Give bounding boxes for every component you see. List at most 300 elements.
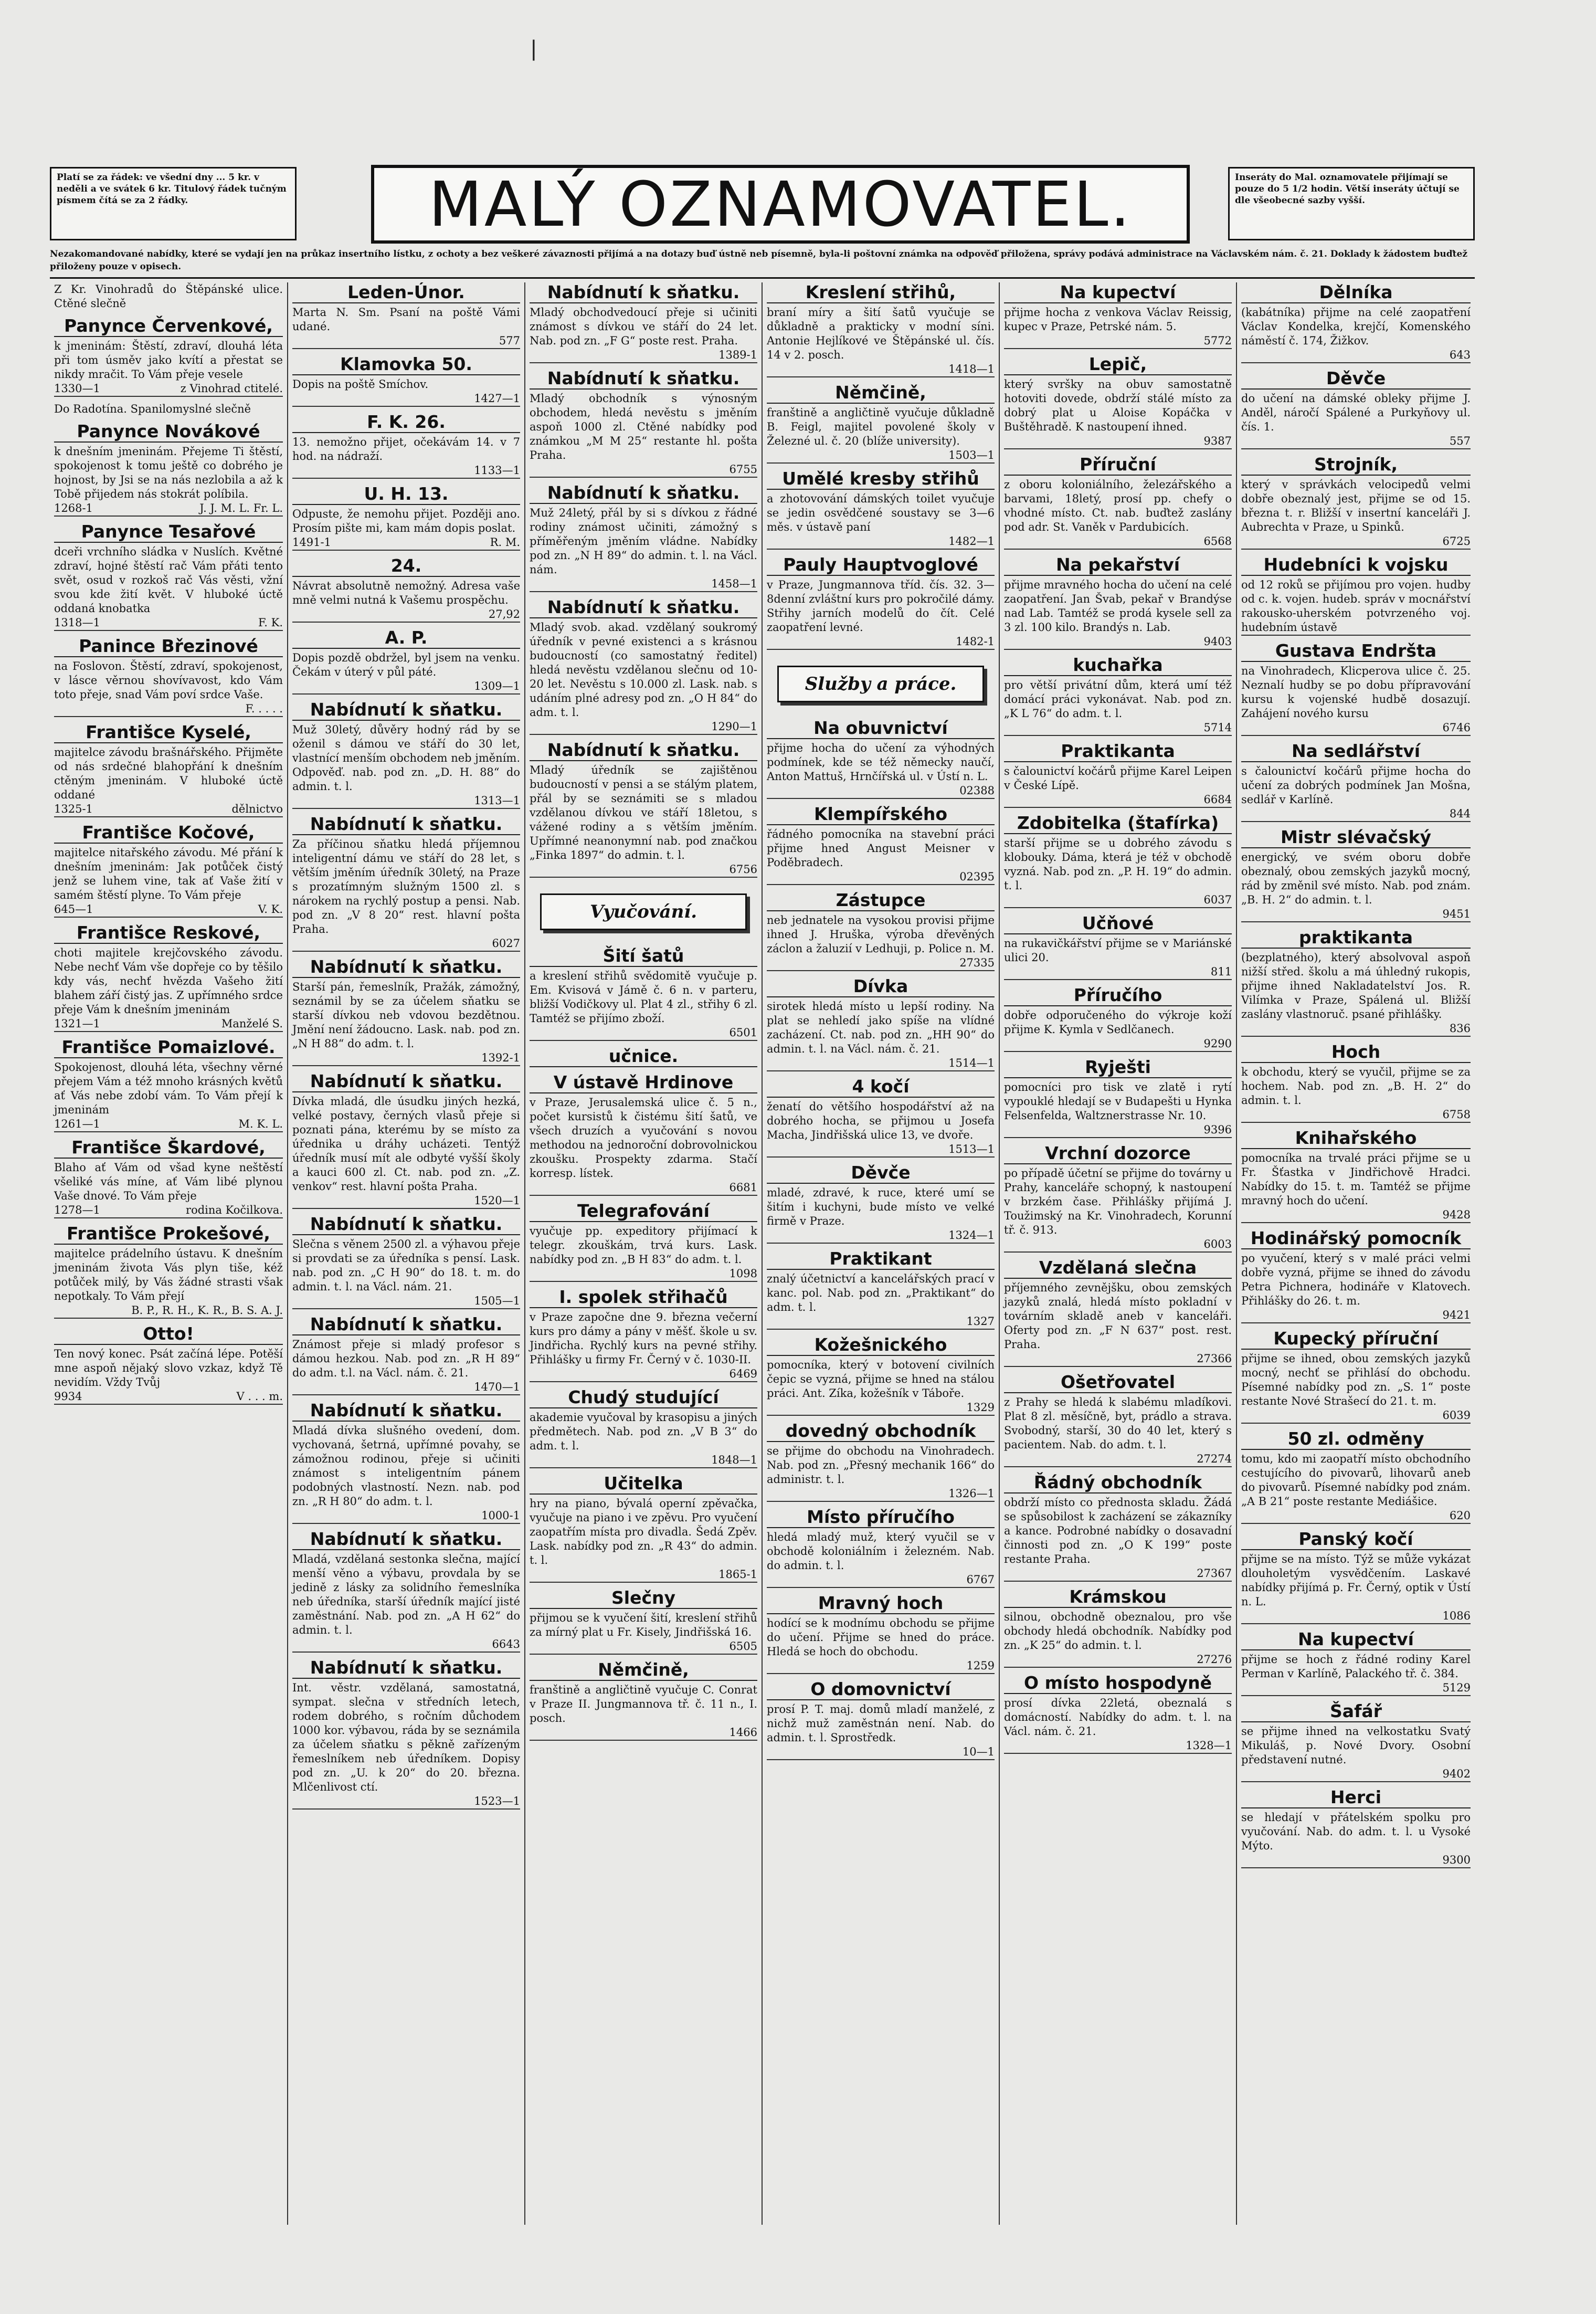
ad-body: s čalounictví kočárů přijme Karel Leipen v České Lípě. bbox=[1004, 765, 1232, 792]
ad-heading: Nabídnutí k sňatku. bbox=[292, 700, 520, 721]
ad-signer: 6756 bbox=[729, 863, 757, 876]
classified-ad bbox=[1241, 282, 1471, 363]
classified-ad bbox=[767, 1507, 995, 1588]
ad-signer: 844 bbox=[1449, 807, 1471, 820]
classified-ad bbox=[292, 628, 520, 695]
ad-signer: 6003 bbox=[1203, 1238, 1232, 1250]
ad-signature bbox=[767, 1056, 995, 1071]
classified-ad bbox=[54, 722, 283, 817]
ad-body: (kabátníka) přijme na celé zaopatření Václav Kondelka, krejčí, Komenského náměstí č. 174, Žižkov. bbox=[1241, 306, 1471, 347]
ad-signature bbox=[530, 1181, 757, 1196]
ad-signature bbox=[767, 1401, 995, 1416]
classified-ad bbox=[767, 1335, 995, 1416]
ad-signer: 02395 bbox=[959, 870, 995, 883]
ad-heading: O domovnictví bbox=[767, 1679, 995, 1700]
ad-code: 1261—1 bbox=[54, 1118, 100, 1130]
ad-signature bbox=[54, 616, 283, 631]
ad-body: Návrat absolutně nemožný. Adresa vaše mně velmi nutná k Vašemu prospěchu. bbox=[292, 580, 520, 606]
ad-body: dobře odporučeného do výkroje koží přijme K. Kymla v Sedlčanech. bbox=[1004, 1009, 1232, 1036]
ad-body: přijme se ihned, obou zemských jazyků mocný, nechť se přihlásí do obchodu. Písemné nabídky pod zn. „S. 1“ poste restante Nové Strašecí do 21. t. m. bbox=[1241, 1352, 1471, 1407]
ad-signer: 6746 bbox=[1442, 721, 1471, 734]
ad-body: hry na piano, bývalá operní zpěvačka, vyučuje na piano i ve zpěvu. Pro vyučení zaopatřím místa pro divadla. Šedá Zpěv. Lask. nabídky pod zn. „R 43“ do admin. t. l. bbox=[530, 1497, 757, 1566]
ad-heading: Děvče bbox=[1241, 369, 1471, 390]
classified-ad bbox=[54, 1138, 283, 1218]
ad-signer: 6681 bbox=[729, 1181, 757, 1194]
ad-signature bbox=[54, 902, 283, 918]
ad-signature bbox=[767, 534, 995, 550]
ad-body: energický, ve svém oboru dobře obeznalý, obou zemských jazyků mocný, rád by změnil své místo. Nab. pod znám. „B. H. 2“ do admin. t. l. bbox=[1241, 851, 1471, 906]
ad-heading: Ošetřovatel bbox=[1004, 1372, 1232, 1393]
ad-signature bbox=[54, 382, 283, 397]
ad-code: 1491-1 bbox=[292, 536, 331, 549]
ad-signature bbox=[1241, 1208, 1471, 1223]
ad-signature bbox=[292, 334, 520, 349]
ad-body: do učení na dámské obleky přijme J. Anděl, náročí Spálené a Purkyňovy ul. čís. 1. bbox=[1241, 392, 1471, 433]
ad-signer: 1482-1 bbox=[956, 635, 995, 648]
ad-signature bbox=[530, 348, 757, 363]
classified-ad bbox=[530, 369, 757, 478]
ad-signer: M. K. L. bbox=[238, 1118, 283, 1130]
classified-ad bbox=[1004, 913, 1232, 980]
ad-body: Ten nový konec. Psát začíná lépe. Potěší mne aspoň nějaký slovo vzkaz, když Tě nevidím. Vždy Tvůj bbox=[54, 1348, 283, 1389]
classified-ad bbox=[530, 1660, 757, 1741]
ad-body: Spokojenost, dlouhá léta, všechny věrné přejem Vám a též mnoho krásných květů ať Vás nebe zdobí vám. To Vám přejí k jmeninám bbox=[54, 1061, 283, 1116]
ad-code: 1278—1 bbox=[54, 1204, 100, 1216]
classified-ad bbox=[1004, 1587, 1232, 1668]
ad-signer: 1324—1 bbox=[948, 1229, 995, 1242]
ad-body: Z Kr. Vinohradů do Štěpánské ulice. Ctěné slečně bbox=[54, 283, 283, 310]
ad-signer: 1513—1 bbox=[948, 1143, 995, 1155]
ad-body: dceři vrchního sládka v Nuslích. Květné zdraví, hojné štěstí rač Vám přáti tento svět, osud v rozkoš rač Vás věsti, vžní svou kde žití květ. V hluboké úctě oddaná knobatka bbox=[54, 545, 283, 615]
ad-heading: Hudebníci k vojsku bbox=[1241, 555, 1471, 576]
ad-signer: 1098 bbox=[729, 1267, 757, 1280]
ad-heading: Nabídnutí k sňatku. bbox=[292, 1071, 520, 1092]
classified-ad bbox=[1241, 1329, 1471, 1424]
ad-body: který svršky na obuv samostatně hotoviti dovede, obdrží stálé místo za dobrý plat u Aloise Kopáčka v Buštěhradě. K nastoupení ihned. bbox=[1004, 378, 1232, 433]
ad-heading: Nabídnutí k sňatku. bbox=[292, 1529, 520, 1550]
classified-ad bbox=[530, 1588, 757, 1655]
ad-heading: Telegrafování bbox=[530, 1201, 757, 1222]
classified-ad bbox=[530, 1046, 757, 1067]
classified-ad bbox=[530, 1072, 757, 1196]
classified-ad bbox=[1004, 354, 1232, 449]
ad-body: starší přijme se u dobrého závodu s klobouky. Dáma, která je též v obchodě vyzná. Nab. pod zn. „P. H. 19“ do admin. t. l. bbox=[1004, 837, 1232, 892]
ad-body: Mladá dívka slušného ovedení, dom. vychovaná, šetrná, upřímné povahy, se zámožnou rodinou, přeje si učiniti známost s inteligentním pánem podobných vlastností. Nezn. nab. pod zn. „R H 80“ do adm. t. l. bbox=[292, 1424, 520, 1508]
ad-signer: 1514—1 bbox=[948, 1057, 995, 1069]
ad-heading: Šafář bbox=[1241, 1701, 1471, 1722]
classified-ad bbox=[530, 740, 757, 878]
ad-signature bbox=[292, 464, 520, 479]
column-4 bbox=[762, 282, 999, 2225]
ad-heading: Umělé kresby střihů bbox=[767, 469, 995, 490]
ad-signer: 1418—1 bbox=[948, 363, 995, 375]
ad-heading: Nabídnutí k sňatku. bbox=[530, 483, 757, 504]
ad-signature bbox=[292, 535, 520, 551]
ad-signature bbox=[1004, 334, 1232, 349]
ad-signature bbox=[1241, 807, 1471, 822]
classified-ad bbox=[54, 522, 283, 631]
ad-signer: 1482—1 bbox=[948, 535, 995, 548]
ad-heading: Na obuvnictví bbox=[767, 718, 995, 739]
ad-body: mladé, zdravé, k ruce, které umí se šitím i kuchyni, bude místo ve velké firmě v Praze. bbox=[767, 1186, 995, 1227]
classified-ad bbox=[530, 597, 757, 735]
classified-ad bbox=[54, 316, 283, 397]
ad-heading: Dívka bbox=[767, 976, 995, 997]
ad-signature bbox=[767, 1659, 995, 1674]
ad-heading: Panince Březinové bbox=[54, 636, 283, 657]
deadline-box: Inseráty do Mal. oznamovatele přijímají se pouze do 5 1/2 hodin. Větší inseráty účtují se dle všeobecné sazby vyšší. bbox=[1228, 167, 1475, 240]
classified-ad bbox=[54, 636, 283, 717]
classified-ad bbox=[292, 1071, 520, 1209]
ad-body: Mladý svob. akad. vzdělaný soukromý úředník v pevné existenci a s krásnou budoucností (co samostatný ředitel) hledá nevěstu vzdělanou slečnu od 10-20 let. Nevěstu s 10.000 zl. Lask. nab. s udáním plné adresy pod zn. „O H 84“ do adm. t. l. bbox=[530, 621, 757, 719]
ad-signer: 1259 bbox=[966, 1659, 995, 1672]
ad-body: který v správkách velocipedů velmi dobře obeznalý jest, přijme se od 15. března t. r. Bližší v insertní kanceláři J. Aubrechta v Praze, u Spinků. bbox=[1241, 478, 1471, 533]
ad-signer: 9451 bbox=[1442, 908, 1471, 920]
ad-signature bbox=[1004, 1452, 1232, 1467]
ad-body: majitelce prádelního ústavu. K dnešním jmeninám života Vás plyn tiše, kéž potůček milý, by Vás žádné strasti však nepotkaly. To Vám přejí bbox=[54, 1247, 283, 1302]
ad-heading: Dělníka bbox=[1241, 282, 1471, 303]
ad-body: Muž 24letý, přál by si s dívkou z řádné rodiny známost učiniti, zámožný s příměřeným jměním vládne. Nabídky pod zn. „N H 89“ do admin. t. l. na Václ. nám. bbox=[530, 507, 757, 576]
ad-heading: F. K. 26. bbox=[292, 412, 520, 433]
ad-signer: 6501 bbox=[729, 1026, 757, 1039]
ad-signer: 557 bbox=[1449, 435, 1471, 447]
ad-heading: Nabídnutí k sňatku. bbox=[530, 369, 757, 390]
ad-heading: Nabídnutí k sňatku. bbox=[292, 1214, 520, 1235]
ad-signer: 1328—1 bbox=[1186, 1739, 1232, 1752]
ad-heading: O místo hospodyně bbox=[1004, 1673, 1232, 1694]
classified-ad bbox=[767, 383, 995, 464]
ad-signature bbox=[767, 1745, 995, 1760]
classified-ad bbox=[292, 1658, 520, 1810]
ad-signer: 6568 bbox=[1203, 535, 1232, 548]
ad-body: pomocníka na trvalé práci přijme se u Fr. Šťastka v Jindřichově Hradci. Nabídky do 15. t. m. Tamtéž se přijme mravný hoch do učení. bbox=[1241, 1152, 1471, 1207]
ad-signature bbox=[1241, 1308, 1471, 1323]
ad-signer: V . . . m. bbox=[236, 1390, 283, 1403]
ad-signer: 1290—1 bbox=[711, 720, 757, 733]
ad-signature bbox=[1004, 721, 1232, 736]
ad-body: Známost přeje si mladý profesor s dámou hezkou. Nab. pod zn. „R H 89“ do adm. t.l. na Václ. nám. č. 21. bbox=[292, 1338, 520, 1379]
ad-heading: Zdobitelka (štafírka) bbox=[1004, 813, 1232, 834]
ad-signature bbox=[767, 1573, 995, 1588]
ad-heading: Františce Prokešové, bbox=[54, 1224, 283, 1245]
ad-signature bbox=[1241, 1509, 1471, 1524]
ad-heading: Řádný obchodník bbox=[1004, 1472, 1232, 1493]
ad-signature bbox=[1004, 793, 1232, 808]
ad-heading: Panský kočí bbox=[1241, 1529, 1471, 1550]
ad-signature bbox=[1241, 1681, 1471, 1696]
ad-signature bbox=[292, 937, 520, 952]
ad-signer: 1389-1 bbox=[718, 349, 757, 361]
ad-signer: 1133—1 bbox=[474, 464, 520, 477]
classified-ad bbox=[530, 483, 757, 592]
ad-body: Slečna s věnem 2500 zl. a výhavou přeje si provdati se za úředníka s pensí. Lask. nab. pod zn. „C H 90“ do 18. t. m. do admin. t. l. na Václ. nám. 21. bbox=[292, 1238, 520, 1293]
ad-signer: 9428 bbox=[1442, 1208, 1471, 1221]
classified-ad bbox=[54, 402, 283, 416]
ad-code: 1325-1 bbox=[54, 803, 93, 815]
ad-body: majitelce nitařského závodu. Mé přání k dnešním jmeninám: Jak potůček čistý jenž se luhem vine, tak ať Vaše žití v samém štěstí plyne. To Vám přeje bbox=[54, 846, 283, 901]
classified-ad bbox=[292, 1314, 520, 1395]
binding-mark: ❘ bbox=[525, 37, 543, 61]
ad-signer: 1848—1 bbox=[711, 1454, 757, 1466]
ad-heading: Němčině, bbox=[767, 383, 995, 404]
ad-body: Dopis pozdě obdržel, byl jsem na venku. Čekám v úterý v půl páté. bbox=[292, 651, 520, 678]
ad-body: (bezplatného), který absolvoval aspoň nižší střed. školu a má úhledný rukopis, přijme ihned Nakladatelství Jos. R. Vilímka v Praze, Spálená ul. Bližší zaslány vlastnoruč. psané přihlášky. bbox=[1241, 951, 1471, 1021]
ad-body: Starší pán, řemeslník, Pražák, zámožný, seznámil by se za účelem sňatku se starší dívkou neb vdovou bezdětnou. Jmění není žádoucno. Lask. nab. pod zn. „N H 88“ do adm. t. l. bbox=[292, 981, 520, 1050]
ad-signer: 1427—1 bbox=[474, 392, 520, 405]
column-6 bbox=[1236, 282, 1475, 2225]
classified-ad bbox=[530, 1474, 757, 1583]
ad-signer: 1000-1 bbox=[481, 1509, 520, 1522]
ad-signer: 27366 bbox=[1197, 1352, 1232, 1365]
ad-heading: Kupecký příruční bbox=[1241, 1329, 1471, 1350]
classified-ad bbox=[767, 555, 995, 650]
classified-ad bbox=[1004, 1143, 1232, 1253]
ad-heading: Na kupectví bbox=[1004, 282, 1232, 303]
ad-body: Mladý obchodník s výnosným obchodem, hledá nevěstu s jměním aspoň 1000 zl. Ctěné nabídky pod známkou „M M 25“ restante hl. pošta Praha. bbox=[530, 392, 757, 461]
ad-signature bbox=[530, 462, 757, 478]
classified-ad bbox=[292, 1214, 520, 1309]
classified-ad bbox=[54, 1037, 283, 1132]
ad-signature bbox=[1241, 1408, 1471, 1424]
ad-body: znalý účetnictví a kancelářských prací v kanc. pol. Nab. pod zn. „Praktikant“ do adm. t. l. bbox=[767, 1272, 995, 1313]
ad-heading: Ryješti bbox=[1004, 1057, 1232, 1078]
ad-body: a zhotovování dámských toilet vyučuje se jedin osvědčené soustavy se 3—6 měs. v ústavě paní bbox=[767, 492, 995, 533]
column-3 bbox=[524, 282, 762, 2225]
ad-body: franštině a angličtině vyučuje důkladně B. Feigl, majitel povolené školy v Železné ul. č. 20 (blíže university). bbox=[767, 406, 995, 447]
ad-heading: Hodinářský pomocník bbox=[1241, 1228, 1471, 1249]
ad-heading: Františce Reskové, bbox=[54, 923, 283, 944]
ad-signer: F. . . . . bbox=[245, 702, 283, 715]
classified-ad bbox=[1241, 1787, 1471, 1868]
ad-signature bbox=[1241, 348, 1471, 363]
ad-heading: Chudý studující bbox=[530, 1387, 757, 1408]
ad-body: obdrží místo co přednosta skladu. Žádá se spůsobilost k zacházení se zákazníky a kance. Podrobné nabídky o dosavadní činnosti pod zn. „O K 199“ poste restante Praha. bbox=[1004, 1496, 1232, 1565]
ad-signer: 1466 bbox=[729, 1726, 757, 1739]
ad-signature bbox=[292, 1051, 520, 1066]
ad-signature bbox=[530, 1568, 757, 1583]
ad-heading: Nabídnutí k sňatku. bbox=[292, 1658, 520, 1679]
ad-body: prosí P. T. maj. domů mladí manželé, z nichž muž zaměstnán není. Nab. do admin. t. l. Sprostředk. bbox=[767, 1703, 995, 1744]
ad-heading: kuchařka bbox=[1004, 655, 1232, 676]
ad-body: se přijme ihned na velkostatku Svatý Mikuláš, p. Nové Dvory. Osobní představení nutné. bbox=[1241, 1725, 1471, 1766]
ad-signature bbox=[1004, 1237, 1232, 1253]
ad-body: na Vinohradech, Klicperova ulice č. 25. Neznalí hudby se po dobu přípravování kursu k vojenské hudbě dosazují. Zahájení nového kursu bbox=[1241, 665, 1471, 720]
ad-signature bbox=[1241, 434, 1471, 449]
ad-signature bbox=[292, 1380, 520, 1395]
ad-heading: Františce Kyselé, bbox=[54, 722, 283, 743]
ad-signature bbox=[767, 870, 995, 885]
ad-signature bbox=[767, 448, 995, 464]
section-heading-box: Vyučování. bbox=[540, 893, 747, 930]
ad-signature bbox=[530, 1639, 757, 1655]
ad-signature bbox=[767, 1142, 995, 1158]
ad-signature bbox=[292, 1294, 520, 1309]
ad-heading: Klempířského bbox=[767, 804, 995, 825]
ad-signer: 6767 bbox=[966, 1573, 995, 1586]
ad-body: v Praze, Jungmannova tříd. čís. 32. 3—8denní zvláštní kurs pro pokročilé dámy. Střihy jarních modelů do čít. Celé zaopatření levné. bbox=[767, 578, 995, 634]
ad-signature bbox=[1004, 434, 1232, 449]
ad-body: v Praze započne dne 9. března večerní kurs pro dámy a pány v měšť. škole u sv. Jindřicha. Rychlý kurs na pevné střihy. Přihlášky u firmy Fr. Černý v č. 1030-II. bbox=[530, 1311, 757, 1366]
classified-ad bbox=[1241, 1629, 1471, 1696]
ad-body: neb jednatele na vysokou provisi přijme ihned J. Hruška, výroba dřevěných záclon a žaluzií v Ledhuji, p. Police n. M. bbox=[767, 914, 995, 955]
ad-signature bbox=[767, 784, 995, 799]
ad-signature bbox=[767, 635, 995, 650]
ad-signer: 10—1 bbox=[962, 1745, 995, 1758]
ad-body: s čalounictví kočárů přijme hocha do učení za dobrých podmínek Jan Mošna, sedlář v Karlíně. bbox=[1241, 765, 1471, 806]
ad-body: choti majitele krejčovského závodu. Nebe nechť Vám vše dopřeje co by těšilo kdy vás, nechť hvězda Vašeho žití blahem září čistý jas. Z upřímného srdce přeje Vám k dnešním jmeninám bbox=[54, 946, 283, 1016]
classified-ad bbox=[1241, 1701, 1471, 1782]
ad-body: hodící se k modnímu obchodu se přijme do učení. Přijme se hned do práce. Hledá se hoch do obchodu. bbox=[767, 1617, 995, 1658]
classified-ad bbox=[1004, 1472, 1232, 1582]
ad-body: k obchodu, který se vyučil, přijme se za hochem. Nab. pod zn. „B. H. 2“ do admin. t. l. bbox=[1241, 1066, 1471, 1107]
ad-body: majitelce závodu brašnářského. Přijměte od nás srdečné blahopřání k dnešním ctěným jmeninám. V hluboké úctě oddané bbox=[54, 746, 283, 801]
ad-signer: 6037 bbox=[1203, 893, 1232, 906]
ad-signature bbox=[1004, 1653, 1232, 1668]
ad-signer: 6039 bbox=[1442, 1409, 1471, 1422]
ad-signature bbox=[1241, 1108, 1471, 1123]
ad-signer: 1313—1 bbox=[474, 794, 520, 807]
classified-ad bbox=[1004, 1372, 1232, 1467]
classified-ad bbox=[54, 823, 283, 918]
ad-signature bbox=[1241, 635, 1471, 636]
ad-body: k dnešním jmeninám. Přejeme Ti štěstí, spokojenost k tomu ještě co dobrého je hojnost, by Jsi se na nás nezlobila a až k Tobě přijedem nás stokrát políbila. bbox=[54, 445, 283, 500]
ad-heading: Příručího bbox=[1004, 985, 1232, 1006]
ad-signature bbox=[54, 702, 283, 717]
ad-heading: Učňové bbox=[1004, 913, 1232, 934]
ad-heading: V ústavě Hrdinove bbox=[530, 1072, 757, 1093]
ad-signer: 1309—1 bbox=[474, 680, 520, 692]
ad-heading: Na kupectví bbox=[1241, 1629, 1471, 1650]
classified-ad bbox=[767, 1421, 995, 1502]
classified-ad bbox=[292, 1401, 520, 1524]
ad-signer: 577 bbox=[499, 334, 520, 347]
ad-signer: 6505 bbox=[729, 1640, 757, 1653]
ad-heading: Lepič, bbox=[1004, 354, 1232, 375]
ad-signature bbox=[1004, 965, 1232, 980]
ad-signature bbox=[54, 1117, 283, 1132]
ad-signature bbox=[1004, 1037, 1232, 1052]
ad-body: Mladá, vzdělaná sestonka slečna, mající menší věno a výbavu, provdala by se jedině z lásky za solidního řemeslníka neb úředníka, starší úředník mající jisté zaměstnání. Nab. pod zn. „A H 62“ do admin. t. l. bbox=[292, 1553, 520, 1636]
ad-body: pro větší privátní dům, která umí též domácí práci vykonávat. Nab. pod zn. „K L 76“ do adm. t. l. bbox=[1004, 679, 1232, 720]
ad-signer: 1329 bbox=[966, 1401, 995, 1414]
ad-heading: 50 zl. odměny bbox=[1241, 1429, 1471, 1450]
columns bbox=[50, 282, 1475, 2225]
column-2 bbox=[287, 282, 524, 2225]
ad-signature bbox=[767, 1228, 995, 1244]
classified-ad bbox=[292, 556, 520, 623]
ad-signature bbox=[767, 1314, 995, 1330]
ad-body: Mladý úředník se zajištěnou budoucností v pensi a se stálým platem, přál by se seznámiti se s mladou vzdělanou dívkou ve stáří 18letou, s vážené rodiny a s větším jměním. Upřímné neanonymní nab. pod značkou „Finka 1897“ do admin. t. l. bbox=[530, 764, 757, 861]
ad-heading: Gustava Endršta bbox=[1241, 641, 1471, 662]
ad-body: Do Radotína. Spanilomyslné slečně bbox=[54, 403, 251, 415]
ad-heading: dovedný obchodník bbox=[767, 1421, 995, 1442]
ad-signer: Manželé S. bbox=[221, 1017, 283, 1030]
classified-ad bbox=[54, 1324, 283, 1405]
ad-signer: 6684 bbox=[1203, 793, 1232, 806]
classified-ad bbox=[1004, 282, 1232, 349]
ad-signer: B. P., R. H., K. R., B. S. A. J. bbox=[131, 1304, 283, 1317]
ad-signature bbox=[1004, 635, 1232, 650]
ad-signature bbox=[530, 720, 757, 735]
ad-signature bbox=[54, 1017, 283, 1032]
ad-body: přijme hocha z venkova Václav Reissig, kupec v Praze, Petrské nám. 5. bbox=[1004, 306, 1232, 333]
ad-signer: 27,92 bbox=[488, 608, 520, 620]
ad-body: po vyučení, který s v malé práci velmi dobře vyzná, přijme se ihned do závodu Petra Pichnera, hodináře v Klatovech. Přihlášky do 26. t. m. bbox=[1241, 1252, 1471, 1307]
ad-signer: 6758 bbox=[1442, 1108, 1471, 1121]
ad-signer: 1865-1 bbox=[718, 1568, 757, 1581]
ad-signature bbox=[292, 392, 520, 407]
ad-signer: R. M. bbox=[490, 536, 520, 549]
ad-body: Int. věstr. vzdělaná, samostatná, sympat. slečna v středních letech, rodem dobrého, s ročním důchodem 1000 kor. výbavou, ráda by se seznámila za účelem sňatku s pěkně zařízeným řemeslníkem neb úředníkem. Dopisy pod zn. „U. k 20“ do 20. března. Mlčenlivost ctí. bbox=[292, 1681, 520, 1793]
ad-signature bbox=[530, 1453, 757, 1468]
ad-heading: Němčině, bbox=[530, 1660, 757, 1681]
ad-code: 645—1 bbox=[54, 903, 93, 916]
ad-signer: 1470—1 bbox=[474, 1381, 520, 1393]
newspaper-page bbox=[50, 157, 1475, 2236]
classified-ad bbox=[767, 469, 995, 550]
ad-signature bbox=[54, 802, 283, 817]
classified-ad bbox=[54, 923, 283, 1032]
ad-signer: 1392-1 bbox=[481, 1051, 520, 1064]
ad-code: 1318—1 bbox=[54, 616, 100, 629]
classified-ad bbox=[1004, 555, 1232, 650]
ad-body: hledá mladý muž, který vyučil se v obchodě koloniálním i železném. Nab. do admin. t. l. bbox=[767, 1531, 995, 1572]
ad-heading: Místo příručího bbox=[767, 1507, 995, 1528]
ad-signature bbox=[530, 577, 757, 592]
ad-signature bbox=[292, 794, 520, 809]
ad-heading: Otto! bbox=[54, 1324, 283, 1345]
ad-signer: 5772 bbox=[1203, 334, 1232, 347]
ad-heading: Nabídnutí k sňatku. bbox=[292, 957, 520, 978]
ad-heading: učnice. bbox=[530, 1046, 757, 1067]
classified-ad bbox=[292, 354, 520, 407]
ad-signer: 1458—1 bbox=[711, 577, 757, 590]
ad-code: 1321—1 bbox=[54, 1017, 100, 1030]
ad-heading: praktikanta bbox=[1241, 928, 1471, 949]
ad-heading: Nabídnutí k sňatku. bbox=[530, 597, 757, 618]
ad-body: přijme se na místo. Týž se může vykázat dlouholetým vysvědčením. Laskavé nabídky přijímá p. Fr. Černý, optik v Ústí n. L. bbox=[1241, 1553, 1471, 1608]
ad-signature bbox=[292, 1794, 520, 1810]
ad-heading: Šití šatů bbox=[530, 946, 757, 967]
classified-ad bbox=[767, 1249, 995, 1330]
classified-ad bbox=[54, 1224, 283, 1319]
ad-signature bbox=[1004, 1352, 1232, 1367]
ad-signature bbox=[54, 1203, 283, 1218]
ad-heading: Praktikanta bbox=[1004, 741, 1232, 762]
classified-ad bbox=[767, 1077, 995, 1158]
classified-ad bbox=[767, 1593, 995, 1674]
ad-signature bbox=[530, 1726, 757, 1741]
ad-signature bbox=[767, 362, 995, 377]
ad-body: na rukavičkářství přijme se v Mariánské ulici 20. bbox=[1004, 937, 1232, 964]
ad-body: vyučuje pp. expeditory přijímací k telegr. zkouškám, trvá kurs. Lask. nabídky pod zn. „B H 83“ do adm. t. l. bbox=[530, 1225, 757, 1266]
ad-signer: 1327 bbox=[966, 1315, 995, 1328]
ad-signer: 6027 bbox=[492, 937, 520, 950]
ad-body: silnou, obchodně obeznalou, pro vše obchody hledá obchodník. Nabídky pod zn. „K 25“ do admin. t. l. bbox=[1004, 1611, 1232, 1652]
classified-ad bbox=[530, 1387, 757, 1468]
ad-signer: 5129 bbox=[1442, 1681, 1471, 1694]
classified-ad bbox=[1004, 1057, 1232, 1138]
classified-ad bbox=[1004, 1258, 1232, 1367]
ad-heading: Slečny bbox=[530, 1588, 757, 1609]
ad-body: akademie vyučoval by krasopisu a jiných předmětech. Nab. pod zn. „V B 3“ do adm. t. l. bbox=[530, 1411, 757, 1452]
classified-ad bbox=[292, 282, 520, 349]
ad-heading: Praktikant bbox=[767, 1249, 995, 1270]
ad-signer: 6755 bbox=[729, 463, 757, 476]
ad-signature bbox=[767, 956, 995, 971]
classified-ad bbox=[1241, 455, 1471, 550]
classified-ad bbox=[292, 814, 520, 952]
